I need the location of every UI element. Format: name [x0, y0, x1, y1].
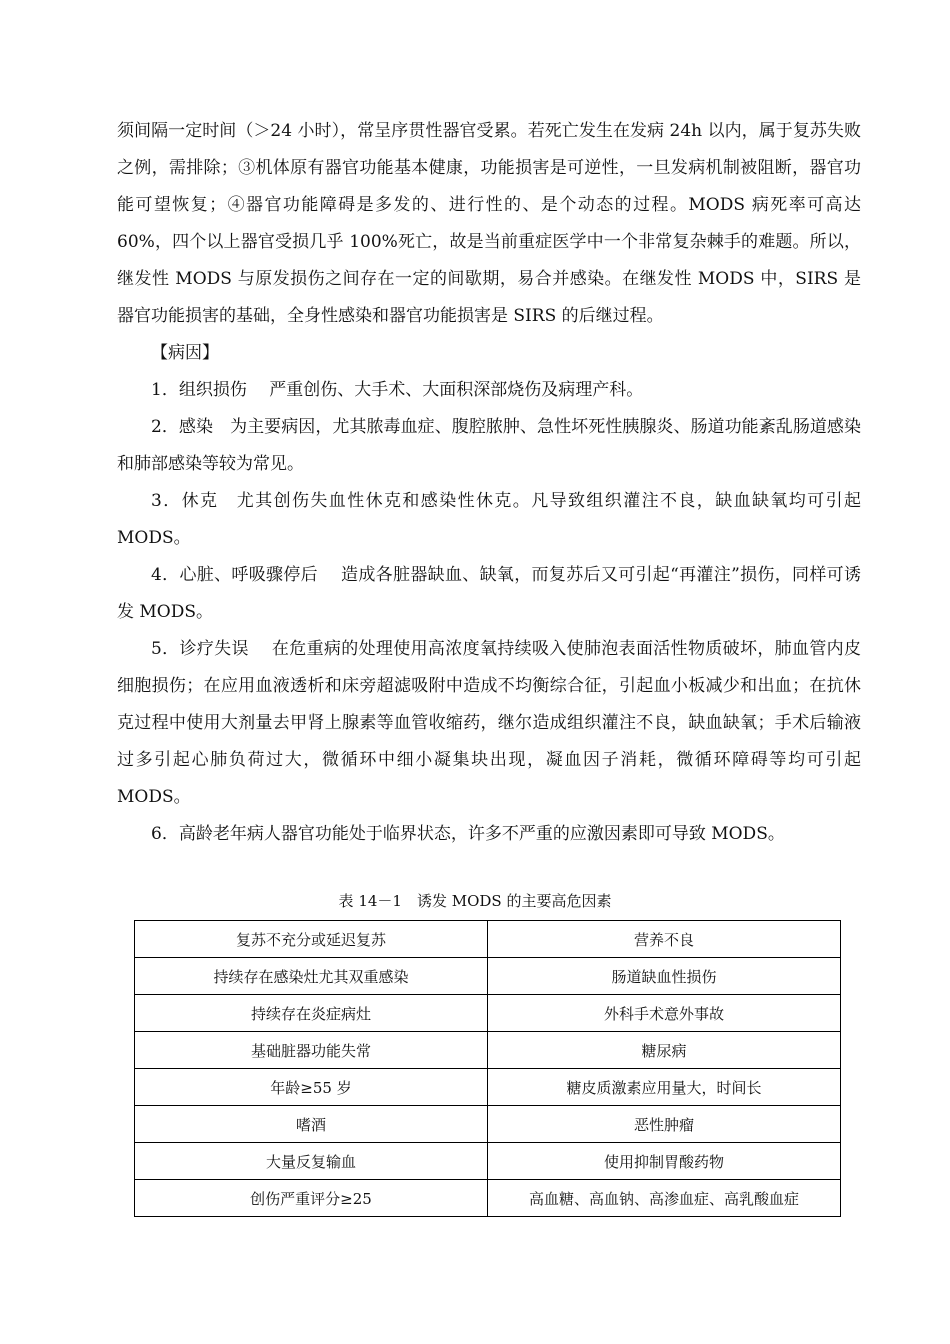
- etiology-item-1: 1．组织损伤 严重创伤、大手术、大面积深部烧伤及病理产科。: [151, 380, 644, 400]
- table-cell: 大量反复输血: [135, 1143, 488, 1180]
- table-cell: 恶性肿瘤: [488, 1106, 841, 1143]
- table-row: [135, 1032, 841, 1069]
- table-cell: 糖尿病: [488, 1032, 841, 1069]
- table-row: [135, 995, 841, 1032]
- table-cell: 基础脏器功能失常: [135, 1032, 488, 1069]
- table-cell: 使用抑制胃酸药物: [488, 1143, 841, 1180]
- table-cell: 高血糖、高血钠、高渗血症、高乳酸血症: [488, 1180, 841, 1217]
- table-cell: 年龄≥55 岁: [135, 1069, 488, 1106]
- table-cell: 营养不良: [488, 921, 841, 958]
- table-cell: 糖皮质激素应用量大，时间长: [488, 1069, 841, 1106]
- table-cell: 嗜酒: [135, 1106, 488, 1143]
- table-row: [135, 1180, 841, 1217]
- table-row: [135, 1106, 841, 1143]
- paragraph-continuation: 须间隔一定时间（＞24 小时），常呈序贯性器官受累。若死亡发生在发病 24h 以内，属于复苏失败之例，需排除；③机体原有器官功能基本健康，功能损害是可逆性，一旦发病机制被阻断，器官功能可望恢复；④器官功能障碍是多发的、进行性的、是个动态的过程。MODS 病死率可高达 60%，四个以上器官受损几乎 100%死亡，故是当前重症医学中一个非常复杂棘手的难题。所以，继发性 MODS 与原发损伤之间存在一定的间歇期，易合并感染。在继发性 MODS 中，SIRS 是器官功能损害的基础，全身性感染和器官功能损害是 SIRS 的后继过程。: [117, 121, 861, 326]
- body-text: [117, 113, 861, 853]
- table-cell: 持续存在感染灶尤其双重感染: [135, 958, 488, 995]
- table-cell: 复苏不充分或延迟复苏: [135, 921, 488, 958]
- etiology-item-5: 5．诊疗失误 在危重病的处理使用高浓度氧持续吸入使肺泡表面活性物质破坏，肺血管内皮细胞损伤；在应用血液透析和床旁超滤吸附中造成不均衡综合征，引起血小板减少和出血；在抗休克过程中使用大剂量去甲肾上腺素等血管收缩药，继尔造成组织灌注不良，缺血缺氧；手术后输液过多引起心肺负荷过大，微循环中细小凝集块出现，凝血因子消耗，微循环障碍等均可引起 MODS。: [117, 639, 861, 807]
- etiology-item-2: 2．感染 为主要病因，尤其脓毒血症、腹腔脓肿、急性坏死性胰腺炎、肠道功能紊乱肠道感染和肺部感染等较为常见。: [117, 417, 861, 474]
- table-row: [135, 1069, 841, 1106]
- table-caption: 表 14－1 诱发 MODS 的主要高危因素: [338, 892, 612, 910]
- table-cell: 外科手术意外事故: [488, 995, 841, 1032]
- table-row: [135, 1143, 841, 1180]
- table-cell: 持续存在炎症病灶: [135, 995, 488, 1032]
- etiology-item-4: 4．心脏、呼吸骤停后 造成各脏器缺血、缺氧，而复苏后又可引起“再灌注”损伤，同样可诱发 MODS。: [117, 565, 861, 622]
- etiology-item-6: 6．高龄老年病人器官功能处于临界状态，许多不严重的应激因素即可导致 MODS。: [151, 824, 785, 844]
- section-heading-etiology: 【病因】: [151, 343, 219, 363]
- table-cell: 肠道缺血性损伤: [488, 958, 841, 995]
- table-row: [135, 921, 841, 958]
- etiology-item-3: 3．休克 尤其创伤失血性休克和感染性休克。凡导致组织灌注不良，缺血缺氧均可引起 MODS。: [117, 491, 861, 548]
- table-row: [135, 958, 841, 995]
- table-cell: 创伤严重评分≥25: [135, 1180, 488, 1217]
- risk-factor-table: [134, 920, 841, 1217]
